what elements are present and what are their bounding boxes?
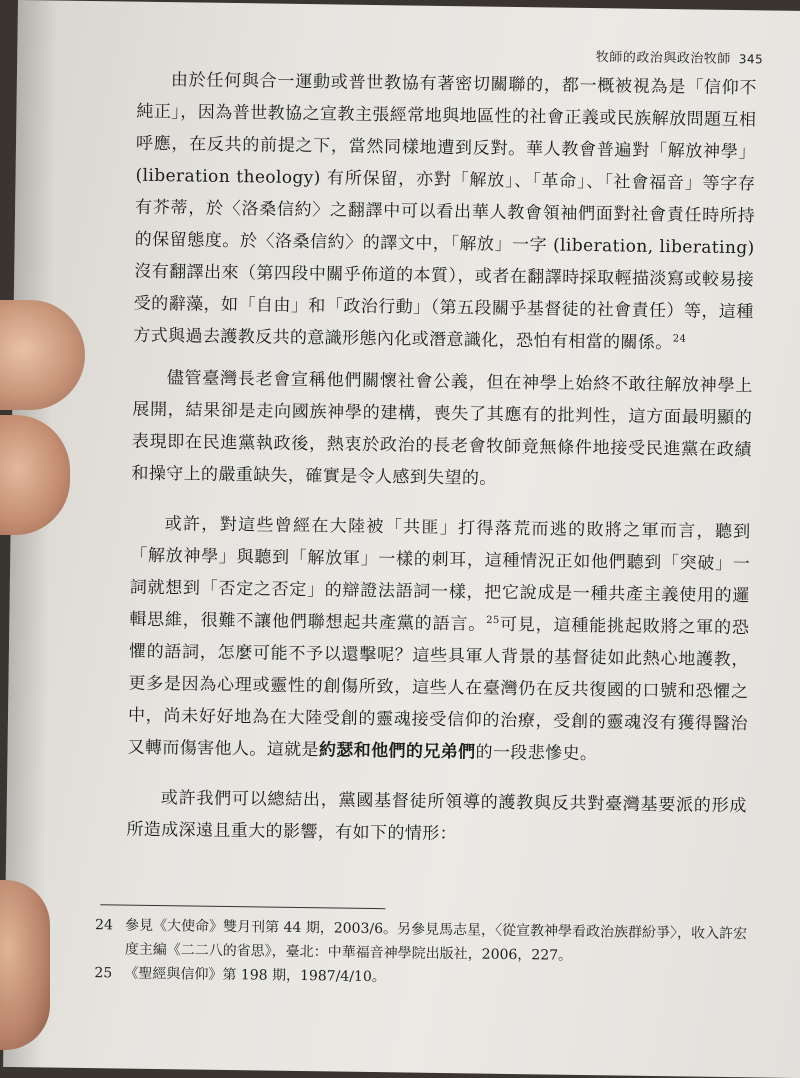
footnote-text: 參見《大使命》雙月刊第 44 期，2003/6。另參見馬志星，〈從宣教神學看政治族群紛爭〉，收入許宏度主編《二二八的省思》，臺北：中華福音神學院出版社，2006，227。 [124,917,748,964]
footnote-ref-25: 25 [486,614,500,627]
paragraph-2-text: 儘管臺灣長老會宣稱他們關懷社會公義，但在神學上始終不敢往解放神學上展開，結果卻是走向國族神學的建構，喪失了其應有的批判性，這方面最明顯的表現即在民進黨執政後，熱衷於政治的長老會牧師竟無條件地接受民進黨在政績和操守上的嚴重缺失，確實是令人感到失望的。 [131,368,753,489]
footnotes [94,913,755,994]
footnote-ref-24: 24 [672,333,687,345]
paragraph-4-text: 或許我們可以總結出，黨國基督徒所領導的護教與反共對臺灣基要派的形成所造成深遠且重大的影響，有如下的情形： [126,788,747,845]
footnote-divider [100,904,385,909]
footnote-number: 25 [94,965,113,982]
holding-finger-lower [0,880,50,1050]
paragraph-3 [127,508,751,773]
paragraph-1 [133,64,757,361]
footnote-text: 《聖經與信仰》第 198 期，1987/4/10。 [124,965,386,986]
page-number: 345 [738,52,764,67]
paragraph-3-text-c: 的一段悲慘史。 [475,742,598,765]
emphasized-phrase: 約瑟和他們的兄弟們 [318,740,476,763]
body-text [126,64,757,869]
running-header-title: 牧師的政治與政治牧師 [595,50,731,67]
paragraph-1-text: 由於任何與合一運動或普世教協有著密切關聯的，都一概被視為是「信仰不純正」，因為普世教協之宣教主張經常地與地區性的社會正義或民族解放問題互相呼應，在反共的前提之下，當然同樣地遭到反對。華人教會普遍對「解放神學」(liberation theology) 有所保留，亦對「解放」、「革命」、「社會福音」等字存有芥蒂，於〈洛桑信約〉之翻譯中可以看出華人教會領袖們面對社會責任時所持的保留態度。於〈洛桑信約〉的譯文中，「解放」一字 (liberation, liberating) 沒有翻譯出來（第四段中關乎佈道的本質），或者在翻譯時採取輕描淡寫或較易接受的辭藻，如「自由」和「政治行動」（第五段關乎基督徒的社會責任）等，這種方式與過去護教反共的意識形態內化或潛意識化，恐怕有相當的關係。 [133,70,757,354]
running-header [596,46,764,67]
book-page [3,0,800,1078]
paragraph-4 [126,782,747,855]
paragraph-2 [131,362,753,499]
footnote-number: 24 [94,917,114,934]
paragraph-3-text-b: 可見，這種能挑起敗將之軍的恐懼的語詞，怎麼可能不予以還擊呢？這些具軍人背景的基督徒如此熱心地護教，更多是因為心理或靈性的創傷所致，這些人在臺灣仍在反共復國的口號和恐懼之中，尚未好好地為在大陸受創的靈魂接受信仰的治療，受創的靈魂沒有獲得醫治又轉而傷害他人。這就是 [127,614,750,761]
paragraph-3-text-a: 或許，對這些曾經在大陸被「共匪」打得落荒而逃的敗將之軍而言，聽到「解放神學」與聽到「解放軍」一樣的刺耳，這種情況正如他們聽到「突破」一詞就想到「否定之否定」的辯證法語詞一樣，把它說成是一種共產主義使用的邏輯思維，很難不讓他們聯想起共產黨的語言。 [129,514,751,635]
